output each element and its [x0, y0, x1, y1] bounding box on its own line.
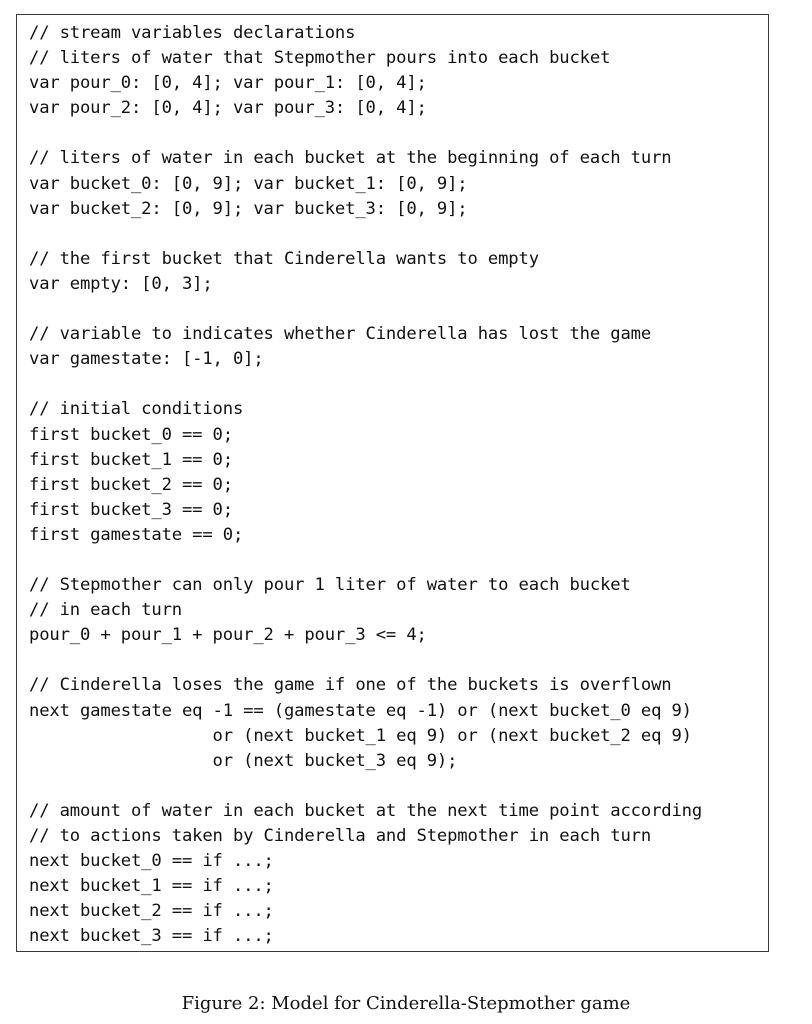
code-line [29, 648, 702, 673]
code-line [29, 548, 702, 573]
code-line: pour_0 + pour_1 + pour_2 + pour_3 <= 4; [29, 625, 427, 646]
code-listing-box [16, 14, 769, 952]
code-line: next bucket_3 == if ...; [29, 926, 274, 947]
code-line: var gamestate: [-1, 0]; [29, 349, 264, 370]
code-line: // liters of water that Stepmother pours into each bucket [29, 48, 611, 69]
code-line: // the first bucket that Cinderella wants to empty [29, 248, 539, 269]
code-line: // Cinderella loses the game if one of the buckets is overflown [29, 675, 672, 696]
code-line: first bucket_3 == 0; [29, 499, 233, 520]
code-line: first bucket_0 == 0; [29, 424, 233, 445]
code-line: // Stepmother can only pour 1 liter of water to each bucket [29, 575, 631, 596]
code-line: var pour_2: [0, 4]; var pour_3: [0, 4]; [29, 98, 427, 119]
code-line [29, 297, 702, 322]
code-line: first bucket_2 == 0; [29, 474, 233, 495]
code-line: var pour_0: [0, 4]; var pour_1: [0, 4]; [29, 73, 427, 94]
code-line: or (next bucket_1 eq 9) or (next bucket_2 eq 9) [29, 725, 692, 746]
figure-caption: Figure 2: Model for Cinderella-Stepmother game [181, 993, 631, 1014]
code-line [29, 222, 702, 247]
code-line: next bucket_2 == if ...; [29, 901, 274, 922]
code-line: next bucket_1 == if ...; [29, 876, 274, 897]
code-line: // amount of water in each bucket at the next time point according [29, 800, 703, 821]
code-line [29, 121, 702, 146]
code-line: next bucket_0 == if ...; [29, 851, 274, 872]
code-line: next gamestate eq -1 == (gamestate eq -1) or (next bucket_0 eq 9) [29, 700, 692, 721]
code-line: // initial conditions [29, 399, 244, 420]
code-line: first gamestate == 0; [29, 524, 244, 545]
code-line: // to actions taken by Cinderella and Stepmother in each turn [29, 826, 652, 846]
code-listing [29, 21, 702, 949]
code-line: // variable to indicates whether Cinderella has lost the game [29, 324, 652, 345]
code-line: first bucket_1 == 0; [29, 449, 233, 470]
code-line: // liters of water in each bucket at the beginning of each turn [29, 148, 672, 169]
code-line: // stream variables declarations [29, 23, 356, 43]
code-line: var bucket_0: [0, 9]; var bucket_1: [0, 9]; [29, 173, 468, 194]
code-line: // in each turn [29, 600, 182, 621]
code-line [29, 372, 702, 397]
code-line: or (next bucket_3 eq 9); [29, 750, 458, 771]
code-line [29, 774, 702, 799]
code-line: var empty: [0, 3]; [29, 273, 213, 294]
code-line: var bucket_2: [0, 9]; var bucket_3: [0, 9]; [29, 198, 468, 219]
